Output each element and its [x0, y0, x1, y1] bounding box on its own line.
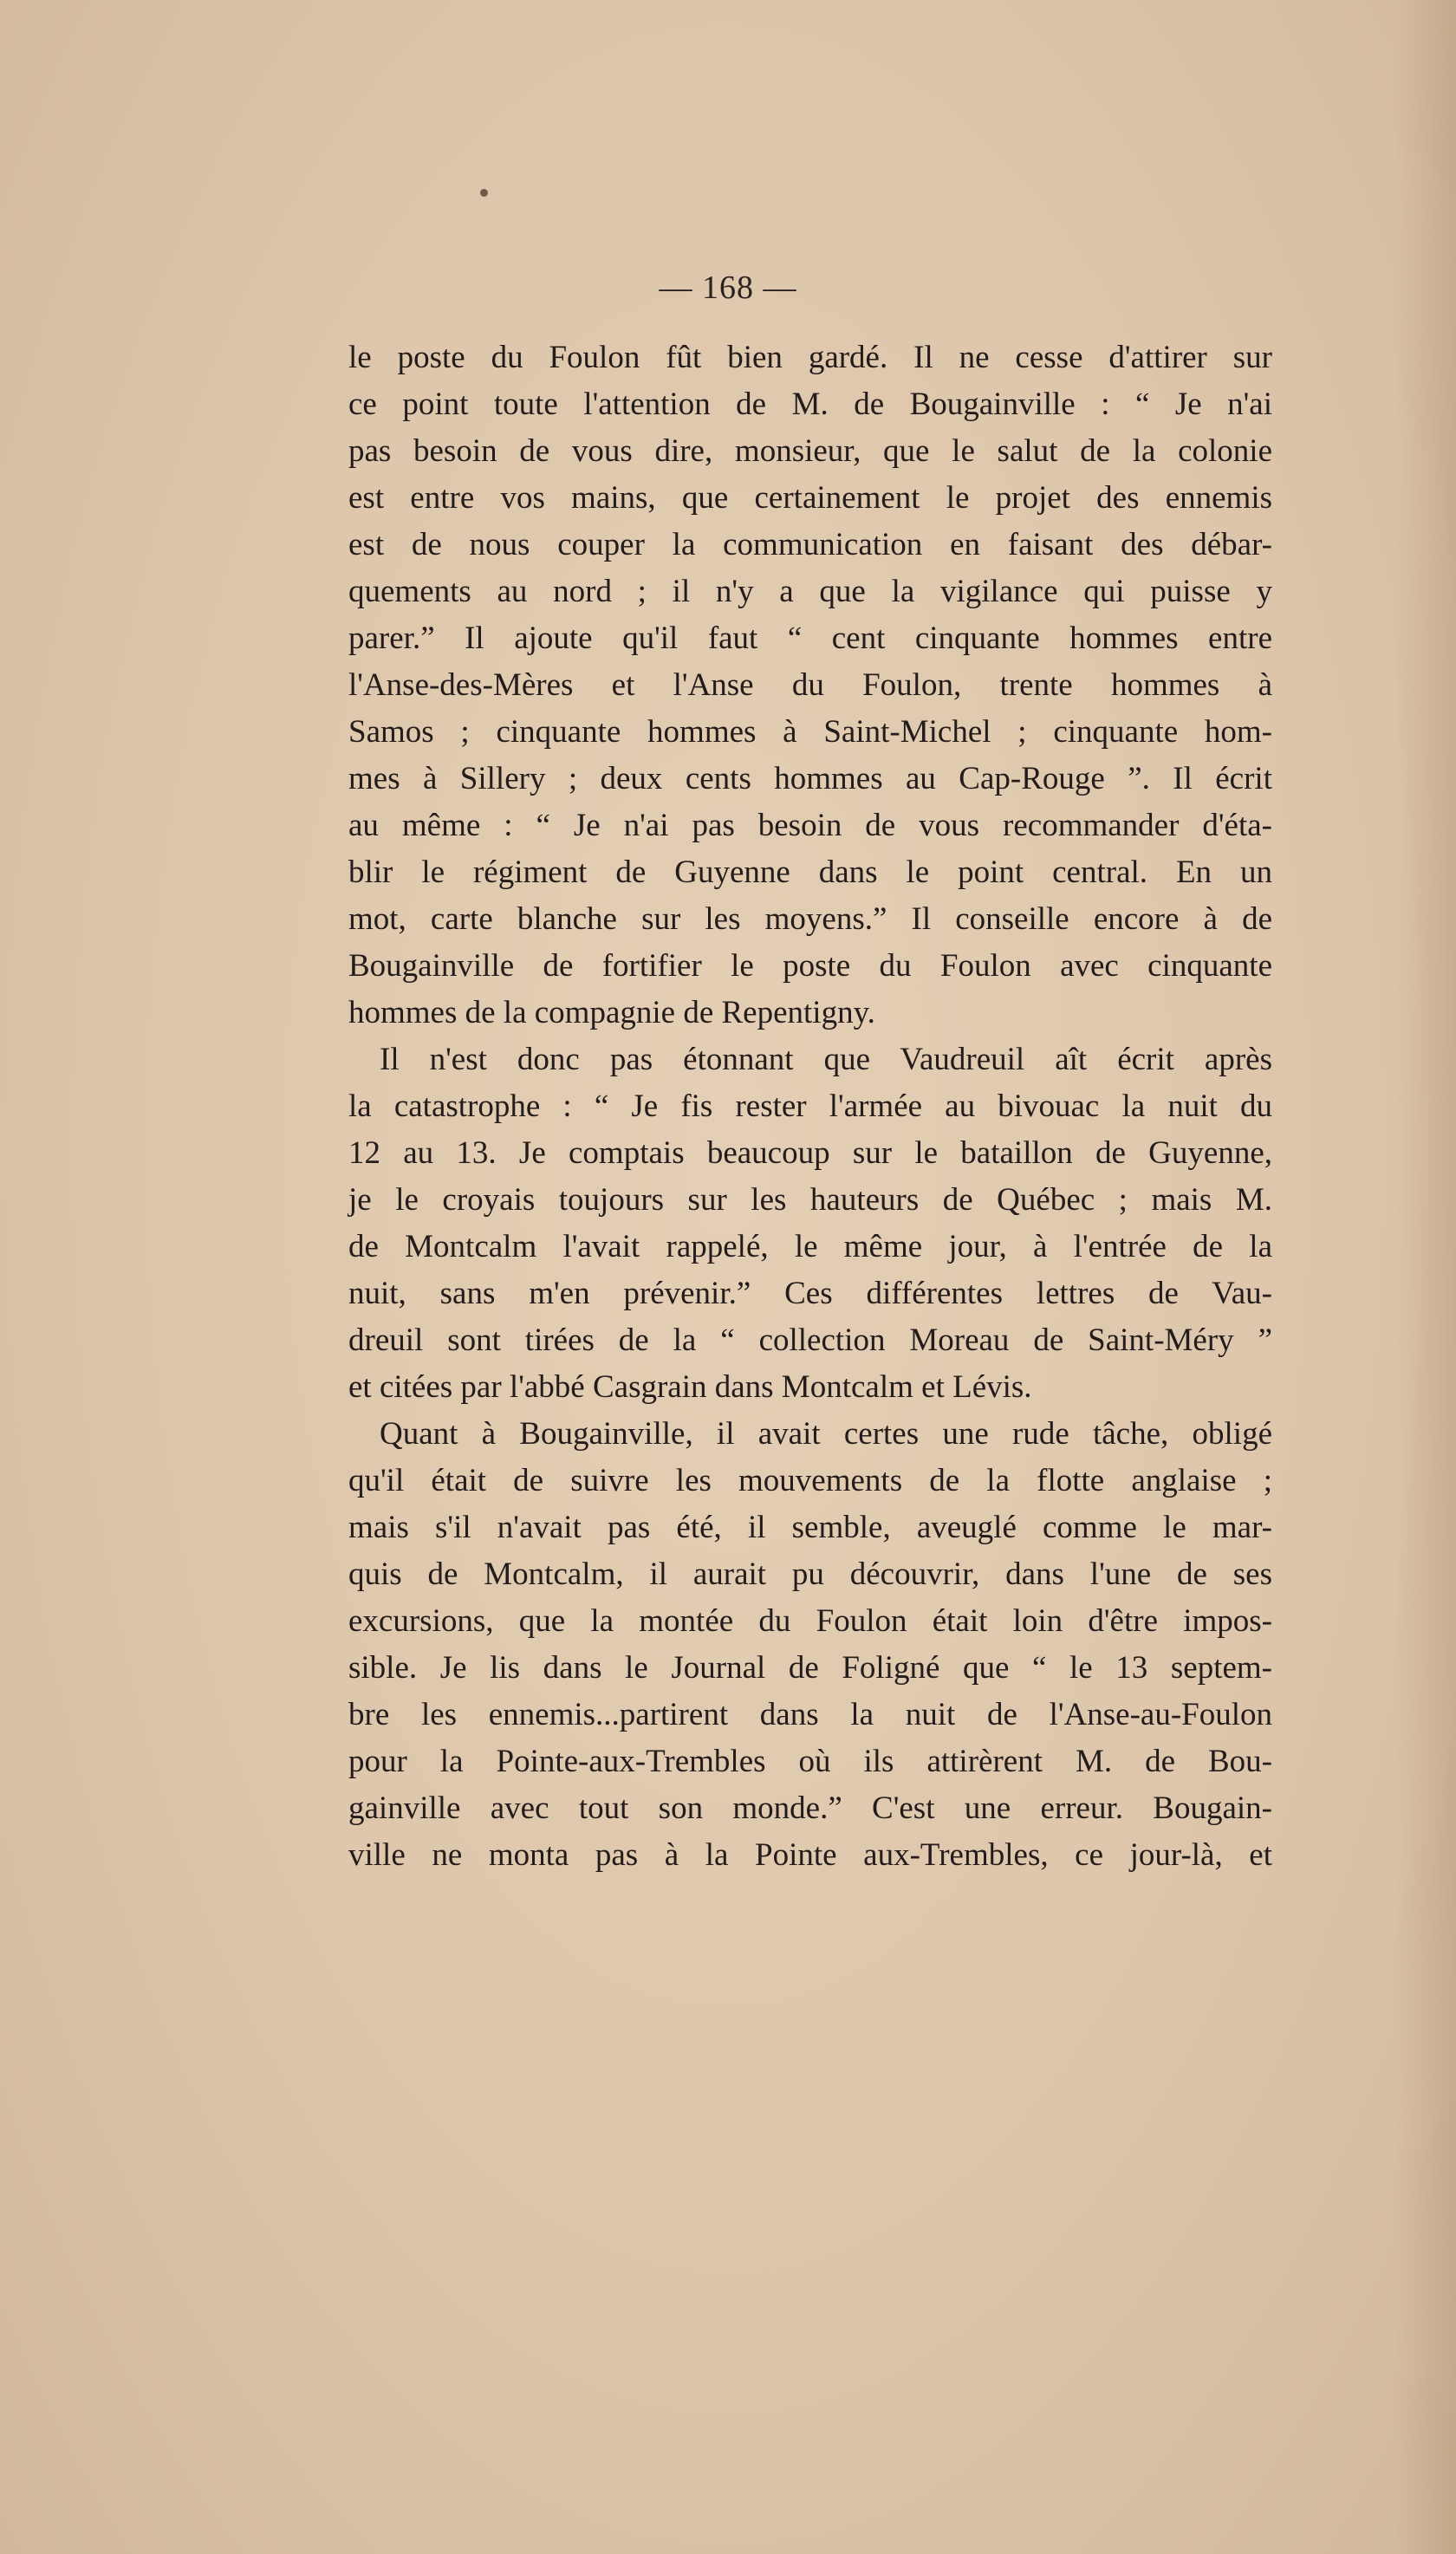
paragraph-3 — [348, 1411, 1272, 1879]
ink-speck — [480, 189, 488, 197]
text-line: ce point toute l'attention de M. de Bougainville : “ Je n'ai — [348, 387, 1272, 422]
text-line: pour la Pointe-aux-Trembles où ils attirèrent M. de Bou- — [348, 1744, 1272, 1779]
text-line: excursions, que la montée du Foulon était loin d'être impos- — [348, 1603, 1272, 1639]
text-line: est entre vos mains, que certainement le projet des ennemis — [348, 480, 1272, 516]
text-line: parer.” Il ajoute qu'il faut “ cent cinquante hommes entre — [348, 621, 1272, 656]
text-line: bre les ennemis...partirent dans la nuit de l'Anse-au-Foulon — [348, 1697, 1272, 1732]
text-line: la catastrophe : “ Je fis rester l'armée au bivouac la nuit du — [348, 1089, 1272, 1124]
text-line: mes à Sillery ; deux cents hommes au Cap-Rouge ”. Il écrit — [348, 761, 1272, 796]
body-text — [348, 335, 1272, 1879]
text-line: ville ne monta pas à la Pointe aux-Trembles, ce jour-là, et — [348, 1837, 1272, 1873]
paragraph-2 — [348, 1037, 1272, 1411]
text-line: Samos ; cinquante hommes à Saint-Michel ; cinquante hom- — [348, 714, 1272, 750]
text-line: quis de Montcalm, il aurait pu découvrir, dans l'une de ses — [348, 1556, 1272, 1592]
text-line: au même : “ Je n'ai pas besoin de vous recommander d'éta- — [348, 808, 1272, 843]
page-number: — 168 — — [659, 270, 797, 306]
text-line: gainville avec tout son monde.” C'est une erreur. Bougain- — [348, 1790, 1272, 1826]
text-line: blir le régiment de Guyenne dans le point central. En un — [348, 855, 1272, 890]
text-line: mot, carte blanche sur les moyens.” Il conseille encore à de — [348, 901, 1272, 937]
text-line: 12 au 13. Je comptais beaucoup sur le bataillon de Guyenne, — [348, 1135, 1272, 1171]
text-line: je le croyais toujours sur les hauteurs de Québec ; mais M. — [348, 1182, 1272, 1218]
text-line: et citées par l'abbé Casgrain dans Montcalm et Lévis. — [348, 1369, 1032, 1405]
text-line: de Montcalm l'avait rappelé, le même jour, à l'entrée de la — [348, 1229, 1272, 1264]
text-line: est de nous couper la communication en faisant des débar- — [348, 527, 1272, 562]
text-line: l'Anse-des-Mères et l'Anse du Foulon, trente hommes à — [348, 667, 1272, 703]
paragraph-1 — [348, 335, 1272, 1037]
text-line: mais s'il n'avait pas été, il semble, aveuglé comme le mar- — [348, 1510, 1272, 1545]
text-line: sible. Je lis dans le Journal de Foligné que “ le 13 septem- — [348, 1650, 1272, 1686]
text-line: quements au nord ; il n'y a que la vigilance qui puisse y — [348, 574, 1272, 609]
text-line: qu'il était de suivre les mouvements de la flotte anglaise ; — [348, 1463, 1272, 1498]
text-line: Bougainville de fortifier le poste du Foulon avec cinquante — [348, 948, 1272, 984]
text-line: nuit, sans m'en prévenir.” Ces différentes lettres de Vau- — [348, 1276, 1272, 1311]
page-edge-shadow — [1395, 0, 1456, 2554]
text-line: hommes de la compagnie de Repentigny. — [348, 995, 875, 1030]
text-line: pas besoin de vous dire, monsieur, que le salut de la colonie — [348, 433, 1272, 469]
text-line: le poste du Foulon fût bien gardé. Il ne cesse d'attirer sur — [348, 340, 1272, 375]
text-line: Il n'est donc pas étonnant que Vaudreuil aît écrit après — [380, 1042, 1272, 1077]
text-line: Quant à Bougainville, il avait certes une rude tâche, obligé — [380, 1416, 1272, 1452]
text-line: dreuil sont tirées de la “ collection Moreau de Saint-Méry ” — [348, 1322, 1272, 1358]
